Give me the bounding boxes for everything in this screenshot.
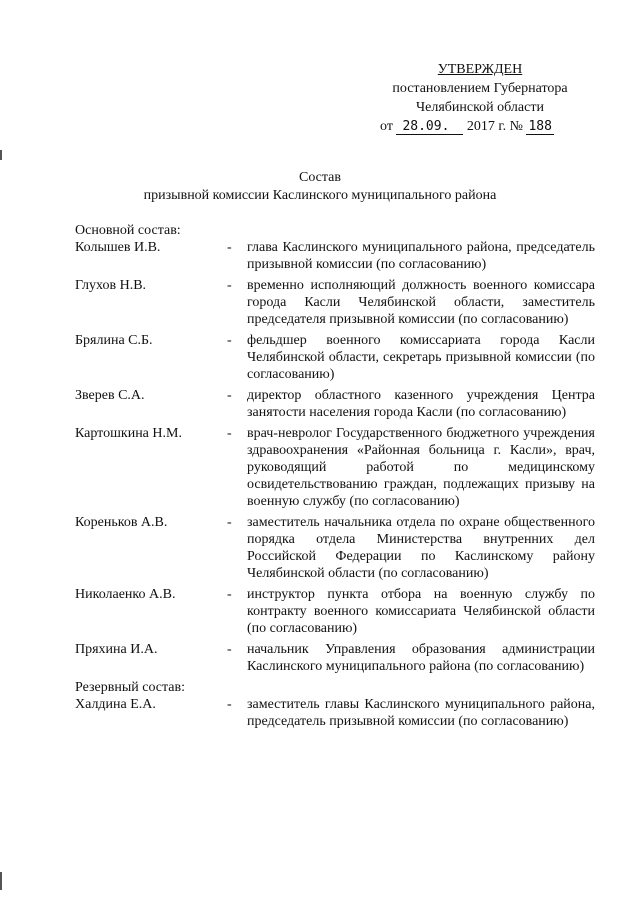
dash: - xyxy=(227,426,232,441)
document-title: Состав xyxy=(298,170,341,185)
member-row xyxy=(75,239,595,273)
approval-line: постановлением Губернатора xyxy=(392,81,568,96)
member-role: начальник Управления образования администрации Каслинского муниципального района (по согласованию) xyxy=(247,642,595,674)
member-row xyxy=(75,277,595,328)
dash: - xyxy=(227,587,232,602)
dash: - xyxy=(227,642,232,657)
member-row xyxy=(75,425,595,510)
dash: - xyxy=(227,388,232,403)
member-name: Пряхина И.А. xyxy=(75,642,158,657)
approval-date-line xyxy=(380,117,580,136)
member-name: Глухов Н.В. xyxy=(75,278,147,293)
member-name: Халдина Е.А. xyxy=(75,697,156,712)
member-role: фельдшер военного комиссариата города Касли Челябинской области, секретарь призывной комиссии (по согласованию) xyxy=(247,333,595,382)
dash: - xyxy=(227,278,232,293)
member-row xyxy=(75,641,595,675)
dash: - xyxy=(227,697,232,712)
dash: - xyxy=(227,515,232,530)
main-section-label: Основной состав: xyxy=(75,223,181,238)
approval-year: 2017 г. № xyxy=(466,119,523,134)
member-name: Брялина С.Б. xyxy=(75,333,153,348)
member-name: Колышев И.В. xyxy=(75,240,161,255)
member-name: Кореньков А.В. xyxy=(75,515,168,530)
reserve-section-label: Резервный состав: xyxy=(75,680,186,695)
member-role: заместитель начальника отдела по охране общественного порядка отдела Министерства внутренних дел Российской Федерации по Каслинскому району Челябинской области (по согласованию) xyxy=(247,515,595,581)
member-role: временно исполняющий должность военного комиссара города Касли Челябинской области, заместитель председателя призывной комиссии (по согласованию) xyxy=(247,278,595,327)
approval-title: УТВЕРЖДЕН xyxy=(437,62,523,77)
approval-block xyxy=(380,60,580,136)
approval-from-label: от xyxy=(380,119,393,134)
approval-line: Челябинской области xyxy=(416,100,544,115)
dash: - xyxy=(227,240,232,255)
commission-list xyxy=(75,222,595,734)
scan-edge-mark xyxy=(0,150,2,160)
member-row xyxy=(75,332,595,383)
member-name: Зверев С.А. xyxy=(75,388,145,403)
member-role: инструктор пункта отбора на военную службу по контракту военного комиссариата Челябинской области (по согласованию) xyxy=(247,587,595,636)
approval-number: 188 xyxy=(528,119,552,134)
dash: - xyxy=(227,333,232,348)
member-row xyxy=(75,387,595,421)
member-name: Картошкина Н.М. xyxy=(75,426,182,441)
member-role: заместитель главы Каслинского муниципального района, председатель призывной комиссии (по согласованию) xyxy=(247,697,595,729)
member-row xyxy=(75,514,595,582)
member-role: врач-невролог Государственного бюджетного учреждения здравоохранения «Районная больница г. Касли», врач, руководящий работой по медицинскому освидетельствованию граждан, подлежащих призыву на военную службу (по согласованию) xyxy=(247,426,595,509)
scan-edge-mark xyxy=(0,872,2,890)
approval-date: 28.09. xyxy=(396,119,463,135)
member-name: Николаенко А.В. xyxy=(75,587,176,602)
member-row xyxy=(75,696,595,730)
member-role: директор областного казенного учреждения Центра занятости населения города Касли (по согласованию) xyxy=(247,388,595,420)
member-role: глава Каслинского муниципального района, председатель призывной комиссии (по согласованию) xyxy=(247,240,595,272)
member-row xyxy=(75,586,595,637)
document-subtitle: призывной комиссии Каслинского муниципального района xyxy=(143,188,497,203)
